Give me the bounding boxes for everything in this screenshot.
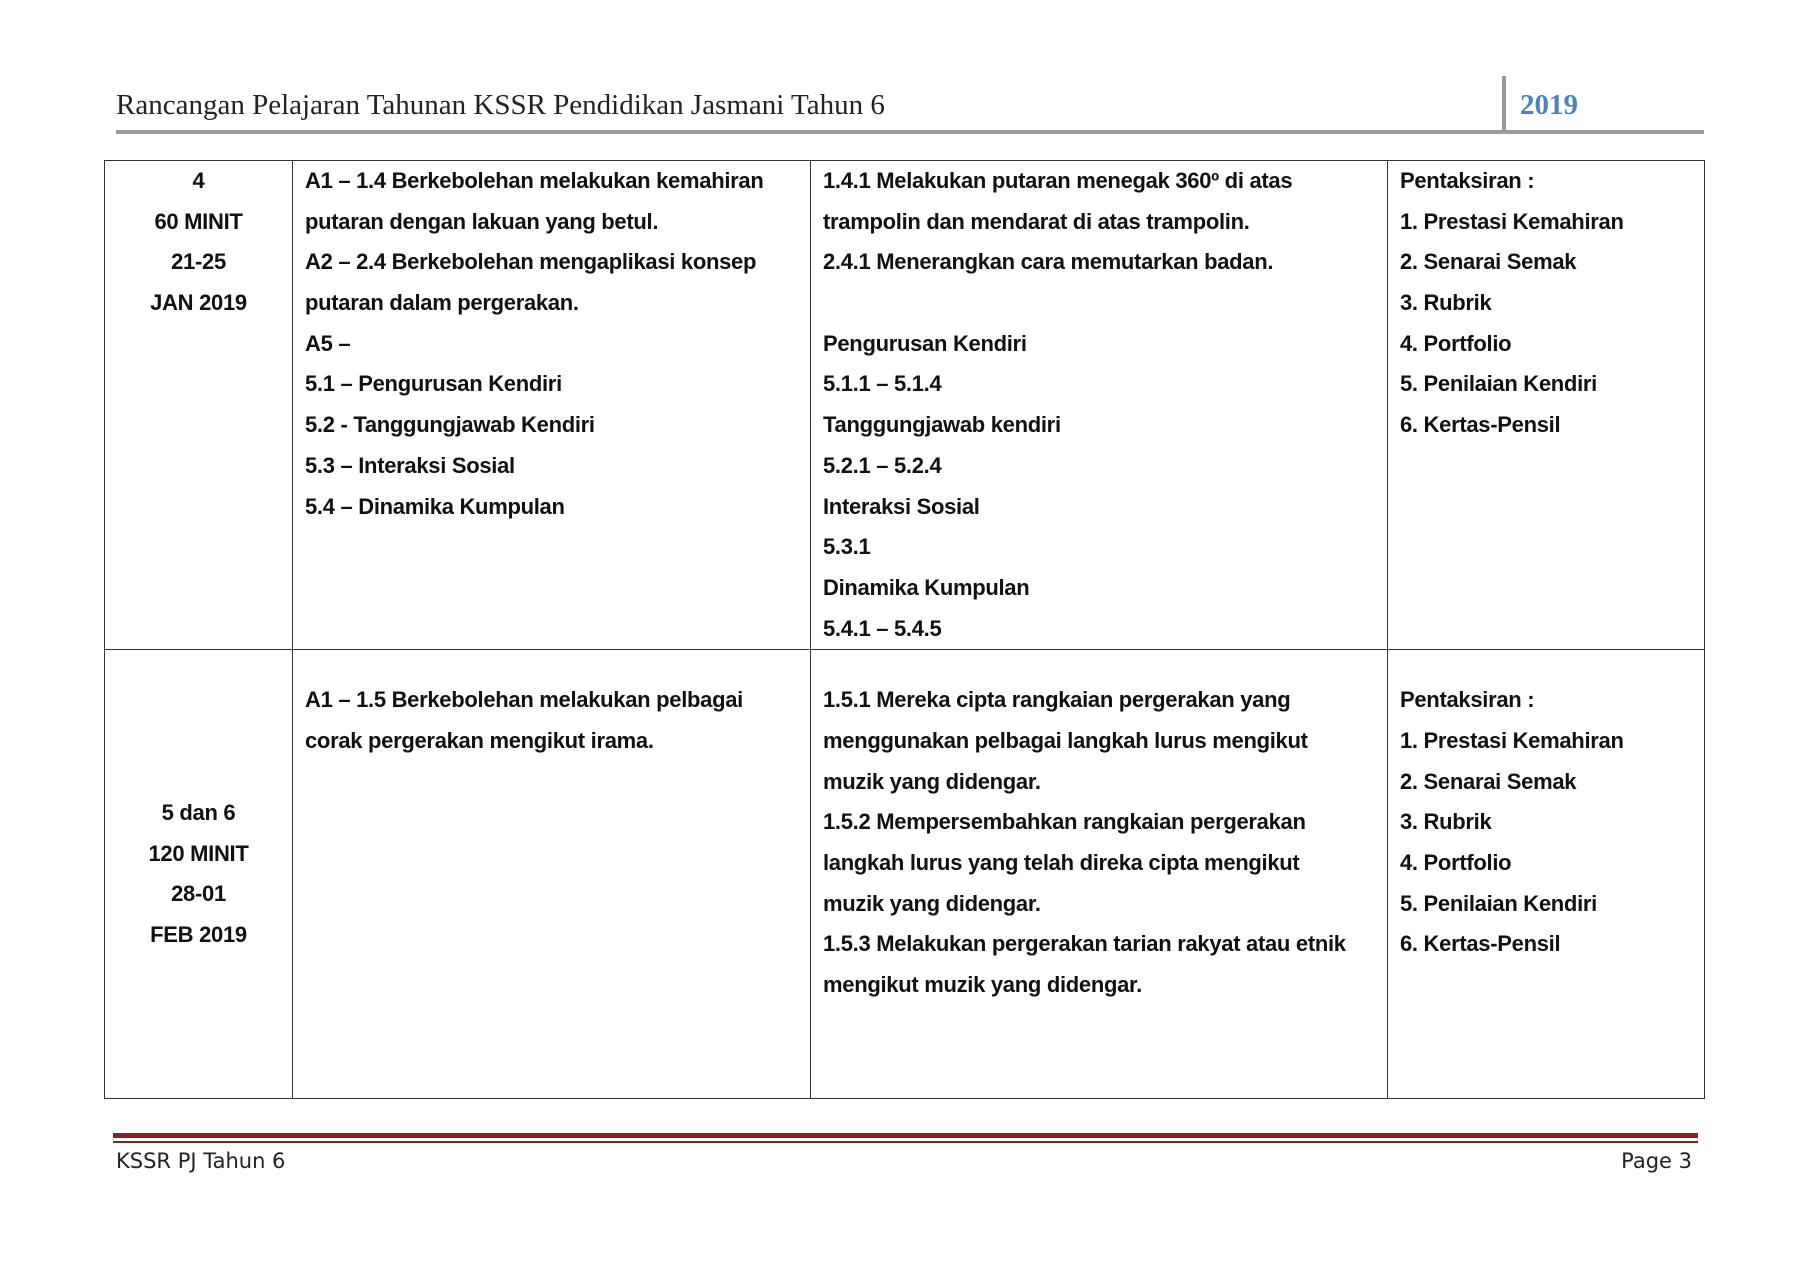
text-line: 1.5.2 Mempersembahkan rangkaian pergerakan bbox=[823, 809, 1306, 835]
page-number: Page 3 bbox=[1621, 1149, 1692, 1173]
week-month: JAN 2019 bbox=[150, 290, 247, 316]
text-line: 1.4.1 Melakukan putaran menegak 360º di atas bbox=[823, 168, 1293, 193]
assessment-item: 3. Rubrik bbox=[1400, 290, 1492, 316]
assessment-heading: Pentaksiran : bbox=[1400, 168, 1535, 193]
header-title: Rancangan Pelajaran Tahunan KSSR Pendidikan Jasmani Tahun 6 bbox=[116, 89, 885, 121]
week-dates: 21-25 bbox=[171, 249, 226, 275]
text-line: 1.5.3 Melakukan pergerakan tarian rakyat atau etnik bbox=[823, 931, 1346, 957]
table-row bbox=[105, 650, 1705, 1099]
assessment-item: 6. Kertas-Pensil bbox=[1400, 931, 1561, 957]
assessment-item: 4. Portfolio bbox=[1400, 850, 1512, 875]
assessment-item: 3. Rubrik bbox=[1400, 809, 1492, 835]
text-line: A5 – bbox=[305, 330, 351, 356]
text-line: putaran dalam pergerakan. bbox=[305, 290, 579, 316]
objective-cell bbox=[811, 161, 1388, 650]
text-line: A1 – 1.5 Berkebolehan melakukan pelbagai bbox=[305, 687, 743, 713]
text-line: 2.4.1 Menerangkan cara memutarkan badan. bbox=[823, 249, 1274, 275]
table-row bbox=[105, 161, 1705, 650]
assessment-item: 5. Penilaian Kendiri bbox=[1400, 371, 1597, 397]
text-line: A2 – 2.4 Berkebolehan mengaplikasi konsep bbox=[305, 249, 757, 275]
week-dates: 28-01 bbox=[171, 881, 226, 907]
page-header bbox=[116, 70, 1704, 134]
text-line: putaran dengan lakuan yang betul. bbox=[305, 208, 659, 234]
assessment-heading: Pentaksiran : bbox=[1400, 687, 1535, 713]
text-line: 5.1.1 – 5.1.4 bbox=[823, 371, 942, 397]
text-line: muzik yang didengar. bbox=[823, 890, 1041, 916]
text-line: 5.2.1 – 5.2.4 bbox=[823, 452, 942, 478]
text-line: 5.1 – Pengurusan Kendiri bbox=[305, 371, 562, 397]
assessment-item: 2. Senarai Semak bbox=[1400, 768, 1577, 794]
assessment-item: 1. Prestasi Kemahiran bbox=[1400, 727, 1624, 753]
week-number: 4 bbox=[192, 168, 205, 193]
text-line: mengikut muzik yang didengar. bbox=[823, 972, 1142, 998]
week-cell bbox=[105, 650, 293, 1099]
text-line: corak pergerakan mengikut irama. bbox=[305, 727, 654, 753]
assessment-item: 5. Penilaian Kendiri bbox=[1400, 890, 1597, 916]
week-duration: 120 MINIT bbox=[148, 840, 249, 866]
assessment-cell bbox=[1388, 650, 1705, 1099]
week-duration: 60 MINIT bbox=[154, 208, 243, 234]
text-line: 1.5.1 Mereka cipta rangkaian pergerakan yang bbox=[823, 687, 1291, 713]
lesson-plan-table bbox=[104, 160, 1705, 1099]
text-line: A1 – 1.4 Berkebolehan melakukan kemahiran bbox=[305, 168, 764, 193]
text-line: 5.3 – Interaksi Sosial bbox=[305, 452, 515, 478]
assessment-cell bbox=[1388, 161, 1705, 650]
week-month: FEB 2019 bbox=[150, 921, 247, 947]
objective-cell bbox=[811, 650, 1388, 1099]
text-line: Pengurusan Kendiri bbox=[823, 330, 1027, 356]
assessment-item: 4. Portfolio bbox=[1400, 330, 1512, 356]
text-line: menggunakan pelbagai langkah lurus mengikut bbox=[823, 727, 1308, 753]
text-line: 5.4.1 – 5.4.5 bbox=[823, 615, 942, 641]
standard-cell bbox=[293, 161, 811, 650]
standard-cell bbox=[293, 650, 811, 1099]
assessment-item: 6. Kertas-Pensil bbox=[1400, 412, 1561, 438]
text-line: 5.2 - Tanggungjawab Kendiri bbox=[305, 412, 595, 438]
text-line: Dinamika Kumpulan bbox=[823, 574, 1030, 600]
text-line: trampolin dan mendarat di atas trampolin. bbox=[823, 208, 1250, 234]
header-year: 2019 bbox=[1520, 89, 1578, 121]
week-cell bbox=[105, 161, 293, 650]
text-line: muzik yang didengar. bbox=[823, 768, 1041, 794]
footer-left-text: KSSR PJ Tahun 6 bbox=[116, 1149, 286, 1173]
text-line: Tanggungjawab kendiri bbox=[823, 412, 1061, 438]
assessment-item: 2. Senarai Semak bbox=[1400, 249, 1577, 275]
header-divider bbox=[1502, 76, 1506, 130]
text-line: Interaksi Sosial bbox=[823, 493, 980, 519]
text-line: 5.4 – Dinamika Kumpulan bbox=[305, 493, 565, 519]
footer-rule bbox=[113, 1133, 1698, 1143]
text-line: langkah lurus yang telah direka cipta mengikut bbox=[823, 850, 1300, 875]
week-number: 5 dan 6 bbox=[161, 799, 236, 825]
assessment-item: 1. Prestasi Kemahiran bbox=[1400, 208, 1624, 234]
text-line bbox=[823, 283, 1375, 324]
text-line: 5.3.1 bbox=[823, 534, 871, 560]
